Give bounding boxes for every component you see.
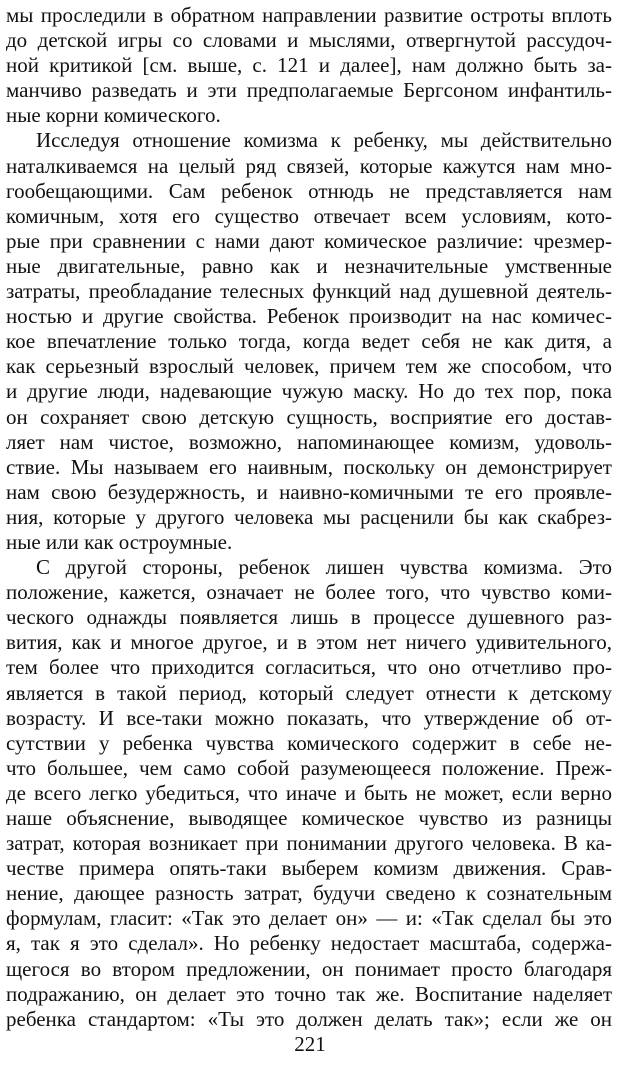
text-line: мы проследили в обратном направлении развитие остроты вплоть [6,3,612,27]
paragraph-first-line: Исследуя отношение комизма к ребенку, мы действительно [36,128,612,153]
text-line: он сохраняет свою детскую сущность, восприятие его достав- [6,404,612,429]
text-line: нам свою безудержность, и наивно-комичными те его проявле- [6,479,612,504]
text-line: до детской игры со словами и мыслями, отвергнутой рассудоч- [6,28,612,53]
text-line: комичным, хотя его существо отвечает всем условиям, кото- [6,203,612,228]
text-line: положение, кажется, означает не более того, что чувство коми- [6,580,612,605]
text-line: подражанию, он делает это точно так же. Воспитание наделяет [6,981,612,1006]
paragraph-first-line: С другой стороны, ребенок лишен чувства комизма. Это [36,555,612,580]
text-line: ной критикой [см. выше, с. 121 и далее], нам должно быть за- [6,53,612,78]
page-number: 221 [294,1032,326,1056]
text-line: рые при сравнении с нами дают комическое различие: чрезмер- [6,228,612,253]
text-line: наше объяснение, выводящее комическое чувство из разницы [6,806,612,830]
text-line: ные двигательные, равно как и незначительные умственные [6,253,612,278]
text-line: ляет нам чистое, возможно, напоминающее комизм, удоволь- [6,429,612,454]
text-line: возрасту. И все-таки можно показать, что утверждение об от- [6,705,612,730]
text-line: манчиво разведать и эти предполагаемые Бергсоном инфантиль- [6,78,612,103]
text-line: ные корни комического. [6,103,221,128]
text-line: ностью и другие свойства. Ребенок производит на нас комичес- [6,304,612,329]
text-line: и другие люди, надевающие чужую маску. Но до тех пор, пока [6,379,612,404]
text-line: вития, как и многое другое, и в этом нет ничего удивительного, [6,630,612,655]
text-line: я, так я это сделал». Но ребенку недостает масштаба, содержа- [6,931,612,956]
body-text [6,3,612,1032]
text-line: де всего легко убедиться, что иначе и быть не может, если верно [6,780,612,805]
text-line: гообещающими. Сам ребенок отнюдь не представляется нам [6,178,612,203]
text-line: что большее, чем само собой разумеющееся положение. Преж- [6,755,612,780]
text-line: является в такой период, который следует отнести к детскому [6,680,612,705]
text-line: ствие. Мы называем его наивным, поскольку он демонстрирует [6,454,612,479]
text-line: щегося во втором предложении, он понимает просто благодаря [6,956,612,981]
text-line: ребенка стандартом: «Ты это должен делать так»; если же он [6,1006,612,1031]
text-line: сутствии у ребенка чувства комического содержит в себе не- [6,730,612,755]
text-line: кое впечатление только тогда, когда ведет себя не как дитя, а [6,329,612,354]
text-line: ные или как остроумные. [6,529,233,554]
text-line: затрат, которая возникает при понимании другого человека. В ка- [6,831,612,856]
text-line: нение, дающее разность затрат, будучи сведено к сознательным [6,881,612,906]
text-line: тем более что приходится согласиться, что оно отчетливо про- [6,655,612,680]
text-line: честве примера опять-таки выберем комизм движения. Срав- [6,856,612,881]
text-line: ческого однажды появляется лишь в процессе душевного раз- [6,605,612,630]
text-line: затраты, преобладание телесных функций над душевной деятель- [6,279,612,304]
text-line: ния, которые у другого человека мы расценили бы как скабрез- [6,504,612,529]
text-line: формулам, гласит: «Так это делает он» — и: «Так сделал бы это [6,906,612,931]
text-line: наталкиваемся на целый ряд связей, которые кажутся нам мно- [6,153,612,178]
text-line: как серьезный взрослый человек, причем тем же способом, что [6,354,612,379]
